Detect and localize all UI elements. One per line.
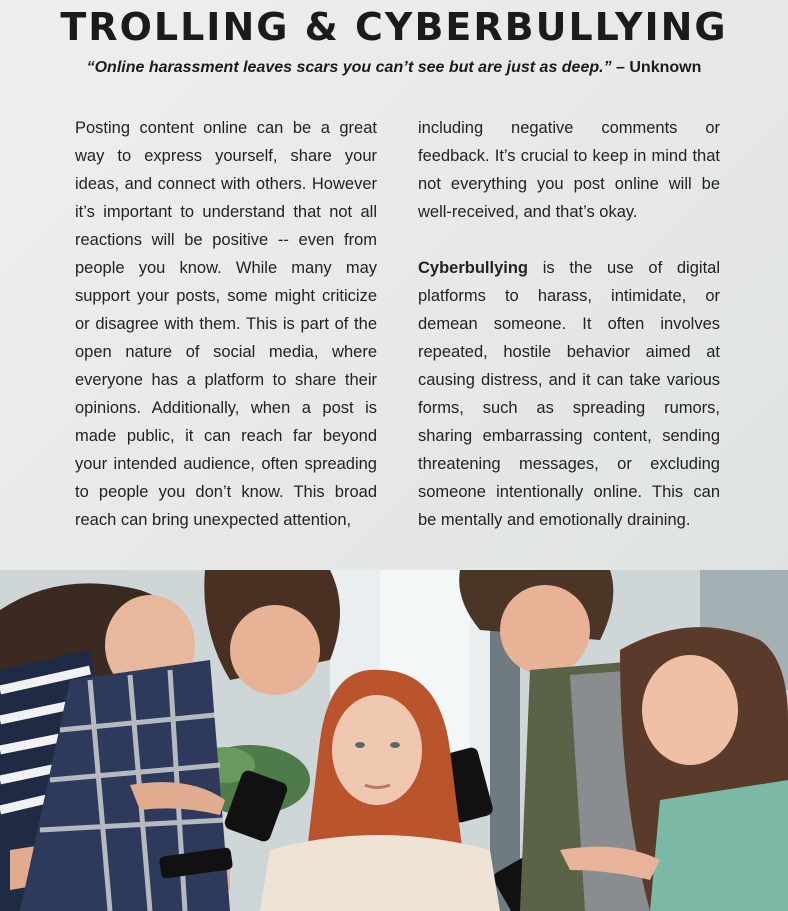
right-paragraph-2 bbox=[418, 254, 720, 534]
page-title: TROLLING & CYBERBULLYING bbox=[60, 5, 728, 49]
right-column bbox=[418, 114, 720, 534]
quote-author: – Unknown bbox=[616, 59, 702, 76]
right-paragraph-1: including negative comments or feedback. It’s crucial to keep in mind that not everything you post online will be well-received, and that’s okay. bbox=[418, 119, 720, 221]
quote bbox=[0, 57, 788, 79]
cyberbullying-term: Cyberbullying bbox=[418, 259, 529, 277]
left-paragraph: Posting content online can be a great way to express yourself, share your ideas, and connect with others. However it’s important to understand that not all reactions will be positive -- even from people you know. While many may support your posts, some might criticize or disagree with them. This is part of the open nature of social media, where everyone has a platform to share their opinions. Additionally, when a post is made public, it can reach far beyond your intended audience, often spreading to people you don’t know. This broad reach can bring unexpected attention, bbox=[75, 119, 377, 529]
quote-text: “Online harassment leaves scars you can’t see but are just as deep.” bbox=[86, 59, 612, 76]
left-column bbox=[75, 114, 377, 534]
cyberbullying-definition: is the use of digital platforms to harass, intimidate, or demean someone. It often involves repeated, hostile behavior aimed at causing distress, and it can take various forms, such as spreading rumors, sharing embarrassing content, sending threatening messages, or excluding someone intentionally online. This can be mentally and emotionally draining. bbox=[418, 259, 720, 529]
cyberbullying-photo bbox=[0, 570, 788, 911]
